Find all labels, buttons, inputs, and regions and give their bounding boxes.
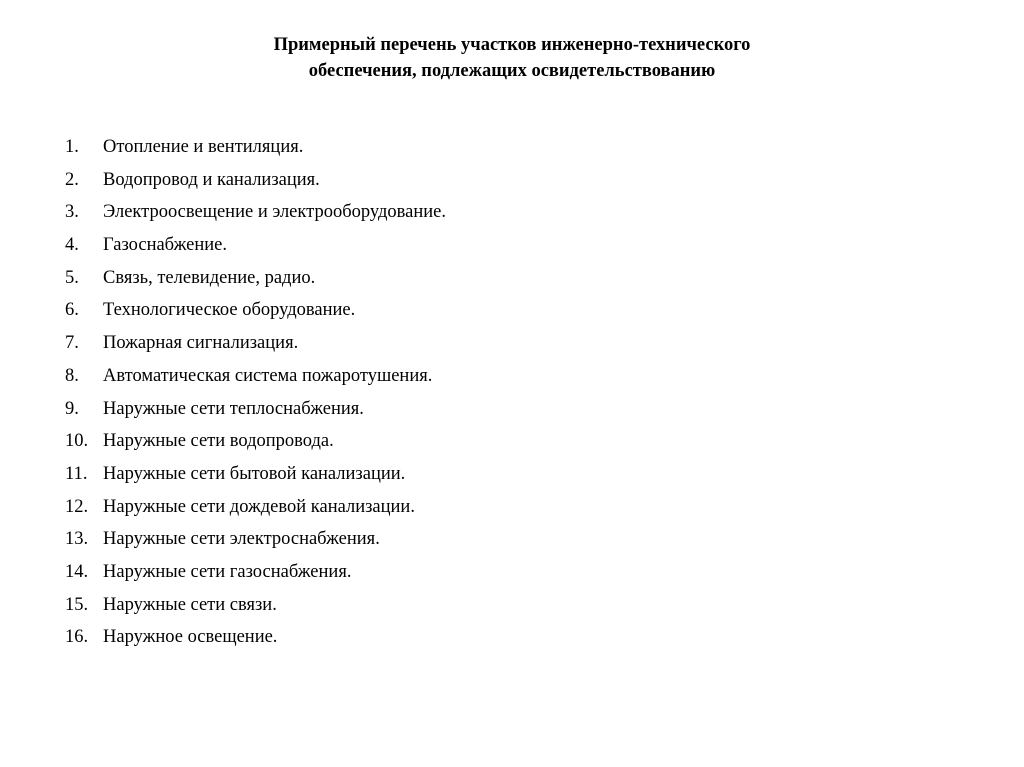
item-number: 2. bbox=[65, 169, 79, 190]
list-item bbox=[65, 166, 446, 199]
list-item bbox=[65, 329, 446, 362]
item-text: Связь, телевидение, радио. bbox=[103, 267, 316, 288]
item-text: Наружные сети газоснабжения. bbox=[103, 561, 352, 582]
item-number: 9. bbox=[65, 398, 79, 419]
item-number: 13. bbox=[65, 529, 89, 550]
item-number: 14. bbox=[65, 561, 89, 582]
item-text: Наружные сети электроснабжения. bbox=[103, 529, 380, 550]
item-number: 12. bbox=[65, 496, 89, 517]
list-item bbox=[65, 231, 446, 264]
item-number: 16. bbox=[65, 627, 89, 648]
title-line-1: Примерный перечень участков инженерно-технического bbox=[273, 35, 751, 55]
item-number: 3. bbox=[65, 202, 79, 223]
list-item bbox=[65, 264, 446, 297]
list-item bbox=[65, 427, 446, 460]
item-number: 8. bbox=[65, 365, 79, 386]
item-text: Наружные сети бытовой канализации. bbox=[103, 463, 406, 484]
item-text: Пожарная сигнализация. bbox=[103, 333, 299, 354]
list-item bbox=[65, 296, 446, 329]
item-number: 1. bbox=[65, 137, 79, 157]
document-title bbox=[0, 32, 1024, 84]
item-text: Наружные сети дождевой канализации. bbox=[103, 496, 415, 517]
item-number: 7. bbox=[65, 333, 79, 354]
item-text: Технологическое оборудование. bbox=[103, 300, 356, 321]
list-item bbox=[65, 395, 446, 428]
item-text: Автоматическая система пожаротушения. bbox=[103, 365, 433, 386]
item-number: 5. bbox=[65, 267, 79, 288]
item-text: Отопление и вентиляция. bbox=[103, 137, 304, 157]
list-item bbox=[65, 198, 446, 231]
item-text: Наружные сети теплоснабжения. bbox=[103, 398, 364, 419]
item-number: 6. bbox=[65, 300, 79, 321]
item-number: 10. bbox=[65, 431, 89, 452]
list-item bbox=[65, 362, 446, 395]
list-item bbox=[65, 460, 446, 493]
list-item bbox=[65, 558, 446, 591]
list-item bbox=[65, 133, 446, 166]
item-text: Водопровод и канализация. bbox=[103, 169, 320, 190]
item-text: Электроосвещение и электрооборудование. bbox=[103, 202, 446, 223]
item-text: Наружное освещение. bbox=[103, 627, 278, 648]
inspection-items-list bbox=[65, 133, 446, 656]
item-text: Газоснабжение. bbox=[103, 235, 228, 256]
item-number: 11. bbox=[65, 463, 88, 484]
item-text: Наружные сети водопровода. bbox=[103, 431, 334, 452]
item-number: 4. bbox=[65, 235, 79, 256]
list-item bbox=[65, 591, 446, 624]
title-line-2: обеспечения, подлежащих освидетельствованию bbox=[308, 61, 716, 81]
list-item bbox=[65, 623, 446, 656]
item-number: 15. bbox=[65, 594, 89, 615]
list-item bbox=[65, 525, 446, 558]
item-text: Наружные сети связи. bbox=[103, 594, 277, 615]
list-item bbox=[65, 493, 446, 526]
